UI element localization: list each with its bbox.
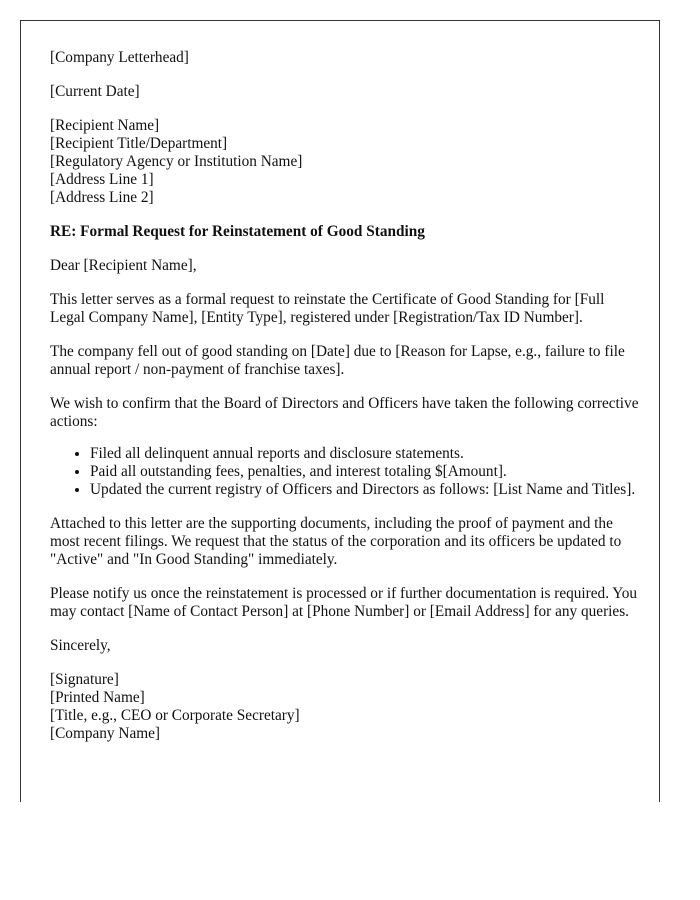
signer-title: [Title, e.g., CEO or Corporate Secretary] [50,707,300,724]
body-paragraph-attachments: Attached to this letter are the supporting documents, including the proof of payment and the most recent filings. We request that the status of the corporation and its officers be updated to "Active" and "In Good Standing" immediately. [50,515,622,568]
body-paragraph-corrective-intro: We wish to confirm that the Board of Directors and Officers have taken the following corrective actions: [50,395,639,430]
list-item: • Updated the current registry of Officers and Directors as follows: [List Name and Titles]. [90,481,640,499]
recipient-block [50,117,640,207]
body-paragraph-request: This letter serves as a formal request to reinstate the Certificate of Good Standing for [Full Legal Company Name], [Entity Type], registered under [Registration/Tax ID Number]. [50,291,605,326]
salutation: Dear [Recipient Name], [50,257,197,274]
list-item: • Paid all outstanding fees, penalties, and interest totaling $[Amount]. [90,463,640,481]
body-paragraph-lapse: The company fell out of good standing on [Date] due to [Reason for Lapse, e.g., failure to file annual report / non-payment of franchise taxes]. [50,343,625,378]
company-letterhead: [Company Letterhead] [50,49,189,66]
address-line-1: [Address Line 1] [50,171,154,188]
recipient-agency: [Regulatory Agency or Institution Name] [50,153,303,170]
sign-off: Sincerely, [50,637,111,654]
signature-block [50,671,640,743]
letter-page [20,20,660,802]
signer-company: [Company Name] [50,725,161,742]
list-item: • Filed all delinquent annual reports and disclosure statements. [90,445,640,463]
corrective-actions-list [50,445,640,499]
recipient-title: [Recipient Title/Department] [50,135,228,152]
letter-content [50,49,640,759]
signature: [Signature] [50,671,119,688]
subject-line: RE: Formal Request for Reinstatement of Good Standing [50,223,425,240]
address-line-2: [Address Line 2] [50,189,154,206]
recipient-name: [Recipient Name] [50,117,160,134]
body-paragraph-contact: Please notify us once the reinstatement is processed or if further documentation is required. You may contact [Name of Contact Person] at [Phone Number] or [Email Address] for any queries. [50,585,638,620]
current-date: [Current Date] [50,83,140,100]
printed-name: [Printed Name] [50,689,145,706]
